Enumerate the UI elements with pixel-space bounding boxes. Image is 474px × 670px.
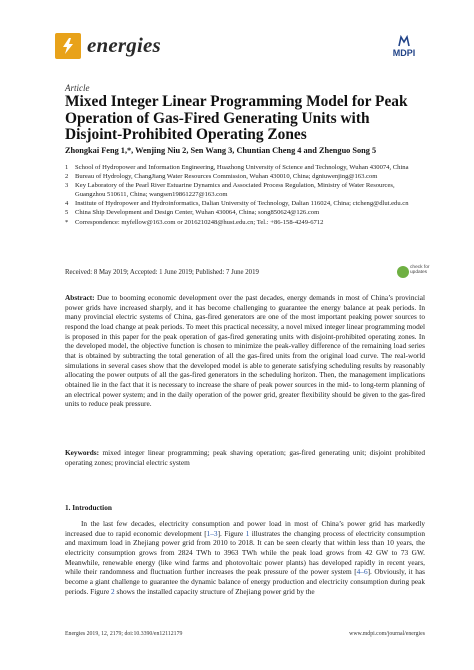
affiliation-number: 2: [65, 173, 69, 181]
mdpi-logo-icon: [398, 35, 410, 47]
affiliation-item: [65, 208, 425, 217]
figure-link[interactable]: 2: [111, 586, 115, 596]
intro-text: shows the installed capacity structure of Zhejiang power grid by the: [114, 586, 315, 596]
publisher-logo: [386, 35, 422, 60]
intro-text: illustrates the changing process of electricity consumption and maximum load in Zhejiang power grid from 2010 to 2018. It can be seen clearly that within less than 10 years, the electricity consumption grows from 2824 TWh to 3963 TWh while the peak load grows from 42 GW to 73 GW. Meanwhile, renewable energy (like wind farms and photovoltaic power plants) has developed rapidly in recent years, while their randomness and fluctuation further increases the peak pressure of the power system [: [65, 528, 425, 577]
check-for-updates-button[interactable]: [397, 264, 430, 284]
section-heading: 1. Introduction: [65, 503, 112, 512]
journal-name: energies: [87, 33, 161, 57]
journal-logo: [55, 33, 81, 59]
check-updates-icon: [397, 266, 409, 278]
affiliation-text: Institute of Hydropower and Hydroinformatics, Dalian University of Technology, Dalian 116024, China; ctcheng@dlut.edu.cn: [75, 200, 409, 208]
affiliation-text: Key Laboratory of the Pearl River Estuarine Dynamics and Associated Process Regulation, Ministry of Water Resources, Guangzhou 510611, China; wangsen19861227@163.com: [75, 182, 395, 199]
keywords: [65, 448, 425, 467]
publisher-name: MDPI: [392, 48, 416, 58]
intro-text: ]. Obviously, it has become a giant challenge to guarantee the dynamic balance of energy production and electricity consumption during peak periods. Figure: [65, 567, 425, 596]
publication-dates: Received: 8 May 2019; Accepted: 1 June 2019; Published: 7 June 2019: [65, 269, 259, 276]
affiliation-text: Bureau of Hydrology, ChangJiang Water Resources Commission, Wuhan 430010, China; dgniuwenjing@163.com: [75, 173, 378, 181]
citation-link[interactable]: 4–6: [356, 567, 368, 577]
citation-link[interactable]: 1–3: [206, 528, 218, 538]
keywords-text: mixed integer linear programming; peak shaving operation; gas-fired generating unit; disjoint prohibited operating zones; provincial electric system: [65, 448, 425, 467]
affiliation-number: 5: [65, 209, 69, 217]
affiliation-number: 1: [65, 164, 69, 171]
keywords-label: Keywords:: [65, 448, 100, 457]
intro-text: ]. Figure: [217, 528, 246, 538]
abstract: [65, 293, 425, 409]
affiliation-number: 3: [65, 182, 69, 190]
paper-title: Mixed Integer Linear Programming Model for Peak Operation of Gas-Fired Generating Units with Disjoint-Prohibited Operating Zones: [65, 93, 408, 143]
affiliation-text: China Ship Development and Design Center, Wuhan 430064, China; song850624@126.com: [75, 209, 320, 217]
affiliation-item: [65, 163, 425, 172]
correspondence: [65, 218, 425, 227]
intro-text: In the last few decades, electricity consumption and power load in most of China’s power grid has markedly increased due to rapid economic development [: [65, 519, 425, 538]
check-updates-label: check for updates: [410, 265, 430, 276]
introduction-paragraph: [65, 519, 425, 596]
article-type: Article: [65, 83, 90, 93]
affiliation-text: School of Hydropower and Information Engineering, Huazhong University of Science and Technology, Wuhan 430074, China: [75, 164, 409, 171]
affiliation-item: [65, 199, 425, 208]
abstract-label: Abstract:: [65, 293, 95, 302]
abstract-text: Due to booming economic development over the past decades, energy demands in most of China’s provincial power grids have increased sharply, and it has become challenging to guarantee the energy balance at peak periods. In many provincial electric systems of China, gas-fired generators are one of the most important peaking power sources to respond the load change at peak periods. To meet this practical necessity, a novel mixed integer linear programming model is proposed in this paper for the peak operation of gas-fired generating units with disjoint-prohibited operating zones. In the developed model, the objective function is chosen to minimize the peak-valley difference of the remaining load series that is obtained by subtracting the total generation of all the gas-fired units from the original load curve. The real-world simulations in several cases show that the developed model is able to generate satisfying scheduling results by reasonably allocating the power outputs of all the gas-fired generators in the scheduling horizon. Then, the management implications obtained lie in the fact that it is necessary to increase the share of peak power sources in the mid- to long-term planning of an electrical power system; and in the daily operation of the power grid, greater flexibility should be given to the gas-fired units to reduce peak pressure.: [65, 293, 426, 409]
affiliations: [65, 163, 425, 227]
affiliation-item: [65, 181, 425, 199]
footer-citation: Energies 2019, 12, 2179; doi:10.3390/en12112179: [65, 631, 183, 637]
footer-journal-url[interactable]: www.mdpi.com/journal/energies: [349, 631, 425, 637]
figure-link[interactable]: 1: [245, 528, 250, 538]
affiliation-number: 4: [65, 200, 69, 208]
affiliation-number: *: [65, 218, 69, 226]
journal-header: [55, 33, 425, 73]
author-list: Zhongkai Feng 1,*, Wenjing Niu 2, Sen Wang 3, Chuntian Cheng 4 and Zhenguo Song 5: [65, 146, 377, 155]
affiliation-item: [65, 172, 425, 181]
lightning-leaf-icon: [58, 36, 78, 56]
affiliation-text: Correspondence: myfellow@163.com or 2016210248@hust.edu.cn; Tel.: +86-158-4249-6712: [75, 218, 324, 226]
